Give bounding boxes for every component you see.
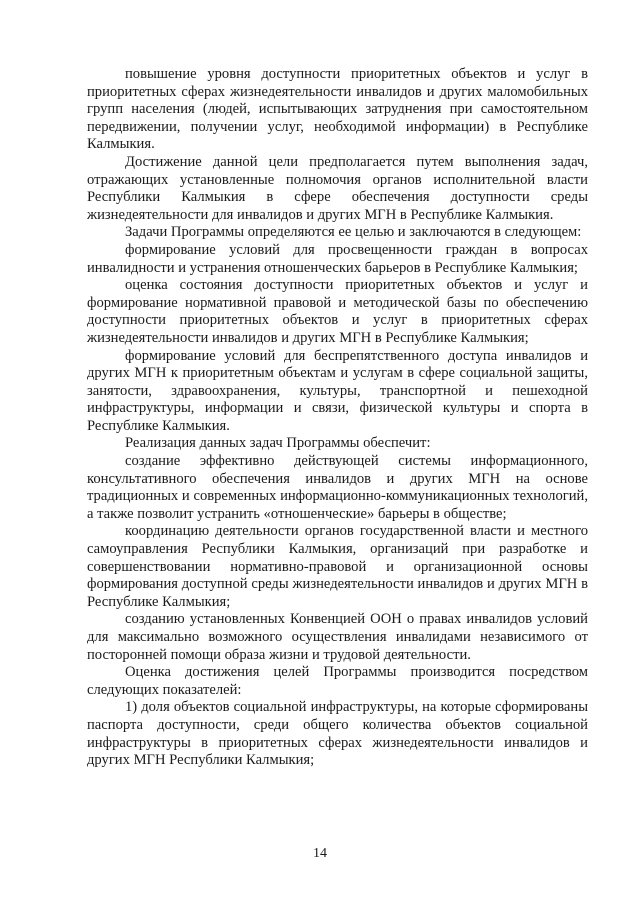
- paragraph: оценка состояния доступности приоритетных объектов и услуг и формирование нормативной правовой и методической базы по обеспечению доступности приоритетных объектов и услуг в приоритетных сферах жизнедеятельности инвалидов и других МГН в Республике Калмыкия;: [87, 277, 588, 346]
- paragraph: 1) доля объектов социальной инфраструктуры, на которые сформированы паспорта доступности, среди общего количества объектов социальной инфраструктуры в приоритетных сферах жизнедеятельности инвалидов и других МГН Республики Калмыкия;: [87, 699, 588, 769]
- paragraph: формирование условий для беспрепятственного доступа инвалидов и других МГН к приоритетным объектам и услугам в сфере социальной защиты, занятости, здравоохранения, культуры, транспортной и пешеходной инфраструктуры, информации и связи, физической культуры и спорта в Республике Калмыкия.: [87, 347, 588, 434]
- paragraph: Задачи Программы определяются ее целью и заключаются в следующем:: [125, 224, 582, 241]
- paragraph: повышение уровня доступности приоритетных объектов и услуг в приоритетных сферах жизнедеятельности инвалидов и других маломобильных групп населения (людей, испытывающих затруднения при самостоятельном передвижении, получении услуг, необходимой информации) в Республике Калмыкия.: [87, 66, 588, 153]
- paragraph: формирование условий для просвещенности граждан в вопросах инвалидности и устранения отношенческих барьеров в Республике Калмыкия;: [87, 241, 588, 276]
- page-number: 14: [313, 846, 327, 861]
- paragraph: Достижение данной цели предполагается путем выполнения задач, отражающих установленные полномочия органов исполнительной власти Республики Калмыкия в сфере обеспечения доступности среды жизнедеятельности для инвалидов и других МГН в Республике Калмыкия.: [87, 153, 588, 223]
- paragraph: созданию установленных Конвенцией ООН о правах инвалидов условий для максимально возможного осуществления инвалидами независимого от посторонней помощи образа жизни и трудовой деятельности.: [87, 611, 588, 663]
- paragraph: создание эффективно действующей системы информационного, консультативного обеспечения инвалидов и других МГН на основе традиционных и современных информационно-коммуникационных технологий, а также позволит устранить «отношенческие» барьеры в обществе;: [87, 453, 588, 522]
- body-text: [87, 66, 588, 770]
- paragraph: координацию деятельности органов государственной власти и местного самоуправления Республики Калмыкия, организаций при разработке и совершенствовании нормативно-правовой и организационной основы формирования доступной среды жизнедеятельности инвалидов и других МГН в Республике Калмыкия;: [87, 523, 588, 610]
- paragraph: Оценка достижения целей Программы производится посредством следующих показателей:: [87, 664, 588, 698]
- paragraph: Реализация данных задач Программы обеспечит:: [125, 435, 431, 452]
